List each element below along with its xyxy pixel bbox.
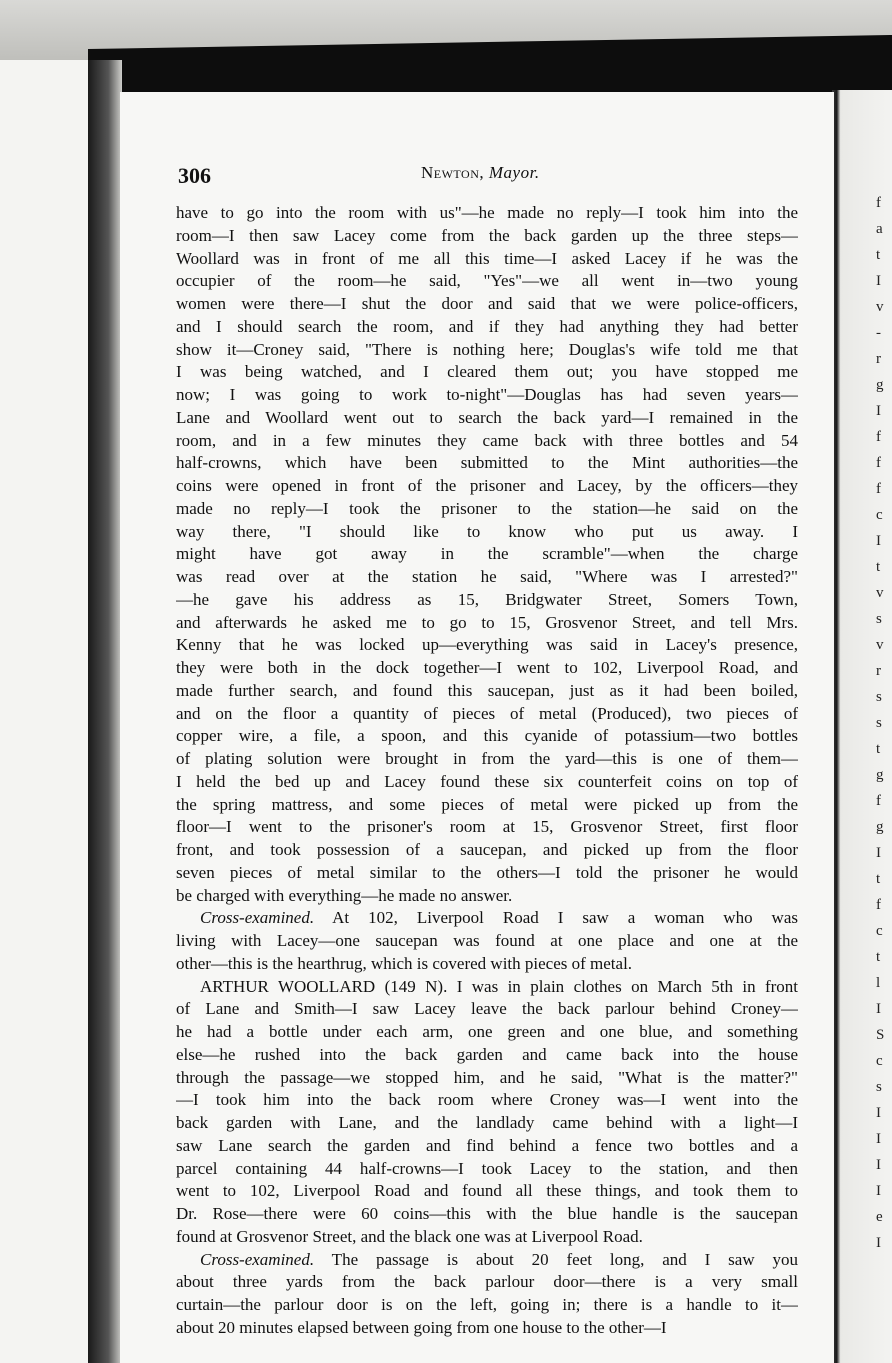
neighbor-letter: I bbox=[876, 1183, 881, 1199]
neighbor-letter: t bbox=[876, 247, 881, 263]
neighbor-letter: t bbox=[876, 871, 881, 887]
text-line: front, and took possession of a saucepan, and picked up from the floor bbox=[176, 840, 798, 859]
neighbor-letter: I bbox=[876, 273, 881, 289]
neighbor-letter: s bbox=[876, 715, 882, 731]
neighbor-letter: c bbox=[876, 1053, 883, 1069]
text-line: Cross-examined. At 102, Liverpool Road I saw a woman who was bbox=[200, 908, 798, 928]
neighbor-letter: g bbox=[876, 377, 884, 393]
running-head-name: Newton, bbox=[421, 163, 485, 182]
neighbor-letter: l bbox=[876, 975, 881, 991]
neighbor-letter: s bbox=[876, 611, 882, 627]
text-line: Lane and Woollard went out to search the back yard—I remained in the bbox=[176, 407, 798, 427]
text-line: and afterwards he asked me to go to 15, Grosvenor Street, and tell Mrs. bbox=[176, 612, 798, 632]
text-line: through the passage—we stopped him, and he said, "What is the matter?" bbox=[176, 1067, 798, 1087]
neighbor-letter: f bbox=[876, 481, 881, 497]
text-line: might have got away in the scramble"—when the charge bbox=[176, 544, 798, 564]
neighbor-page-fragments bbox=[870, 195, 892, 1295]
text-line: —I took him into the back room where Croney was—I went into the bbox=[176, 1090, 798, 1110]
neighbor-letter: I bbox=[876, 1105, 881, 1121]
text-line: I held the bed up and Lacey found these six counterfeit coins on top of bbox=[176, 771, 798, 791]
text-line: floor—I went to the prisoner's room at 15, Grosvenor Street, first floor bbox=[176, 817, 798, 837]
text-line: now; I was going to work to-night"—Douglas has had seven years— bbox=[176, 385, 798, 404]
text-line: about 20 minutes elapsed between going from one house to the other—I bbox=[176, 1317, 667, 1337]
text-line: Kenny that he was locked up—everything was said in Lacey's presence, bbox=[176, 635, 798, 655]
neighbor-letter: t bbox=[876, 741, 881, 757]
neighbor-letter: f bbox=[876, 455, 881, 471]
text-line: seven pieces of metal similar to the others—I told the prisoner he would bbox=[176, 862, 798, 882]
neighbor-letter: t bbox=[876, 559, 881, 575]
neighbor-letter: g bbox=[876, 767, 884, 783]
page-number: 306 bbox=[178, 163, 211, 188]
neighbor-letter: S bbox=[876, 1027, 885, 1043]
text-line: women were there—I shut the door and said that we were police-officers, bbox=[176, 294, 798, 313]
running-head bbox=[421, 163, 540, 183]
neighbor-letter: f bbox=[876, 195, 881, 211]
text-line: they were both in the dock together—I went to 102, Liverpool Road, and bbox=[176, 658, 798, 677]
neighbor-letter: g bbox=[876, 819, 884, 835]
neighbor-letter: r bbox=[876, 351, 881, 367]
page-header bbox=[178, 163, 818, 191]
neighbor-letter: c bbox=[876, 507, 883, 523]
neighbor-letter: s bbox=[876, 1079, 882, 1095]
neighbor-letter: I bbox=[876, 1001, 881, 1017]
neighbor-letter: I bbox=[876, 1157, 881, 1173]
text-line: other—this is the hearthrug, which is covered with pieces of metal. bbox=[176, 953, 633, 973]
neighbor-letter: I bbox=[876, 845, 881, 861]
text-line: back garden with Lane, and the landlady came behind with a light—I bbox=[176, 1113, 798, 1132]
neighbor-letter: e bbox=[876, 1209, 883, 1225]
text-line: way there, "I should like to know who put us away. I bbox=[176, 521, 798, 541]
neighbor-letter: - bbox=[876, 325, 881, 341]
text-line: living with Lacey—one saucepan was found at one place and one at the bbox=[176, 931, 798, 950]
gutter-shadow bbox=[88, 60, 122, 1363]
text-line: coins were opened in front of the prisoner and Lacey, by the officers—they bbox=[176, 476, 798, 495]
text-line: have to go into the room with us"—he made no reply—I took him into the bbox=[176, 203, 798, 222]
text-line: Dr. Rose—there were 60 coins—this with the blue handle is the saucepan bbox=[176, 1204, 798, 1223]
text-line: I was being watched, and I cleared them out; you have stopped me bbox=[176, 362, 798, 382]
text-line: —he gave his address as 15, Bridgwater Street, Somers Town, bbox=[176, 589, 798, 609]
text-line: room—I then saw Lacey come from the back garden up the three steps— bbox=[176, 225, 798, 245]
text-line: he had a bottle under each arm, one green and one blue, and something bbox=[176, 1022, 798, 1041]
text-line: parcel containing 44 half-crowns—I took Lacey to the station, and then bbox=[176, 1158, 798, 1178]
text-line: made no reply—I took the prisoner to the station—he said on the bbox=[176, 498, 798, 518]
neighbor-letter: f bbox=[876, 793, 881, 809]
neighbor-letter: I bbox=[876, 403, 881, 419]
text-line: about three yards from the back parlour door—there is a very small bbox=[176, 1272, 798, 1292]
running-head-title: Mayor. bbox=[488, 163, 540, 182]
neighbor-letter: a bbox=[876, 221, 883, 237]
neighbor-letter: I bbox=[876, 533, 881, 549]
text-line: ARTHUR WOOLLARD (149 N). I was in plain clothes on March 5th in front bbox=[200, 976, 798, 996]
text-line: made further search, and found this saucepan, just as it had been boiled, bbox=[176, 680, 798, 700]
neighbor-letter: v bbox=[876, 299, 884, 315]
text-line: went to 102, Liverpool Road and found all these things, and took them to bbox=[176, 1181, 798, 1201]
text-line: found at Grosvenor Street, and the black one was at Liverpool Road. bbox=[176, 1226, 643, 1246]
text-line: of plating solution were brought in from the yard—this is one of them— bbox=[176, 749, 798, 768]
neighbor-letter: I bbox=[876, 1131, 881, 1147]
neighbor-letter: v bbox=[876, 585, 884, 601]
text-line: of Lane and Smith—I saw Lacey leave the back parlour behind Croney— bbox=[176, 999, 798, 1019]
neighbor-letter: s bbox=[876, 689, 882, 705]
text-line: and on the floor a quantity of pieces of metal (Produced), two pieces of bbox=[176, 703, 798, 723]
text-line: occupier of the room—he said, "Yes"—we all went in—two young bbox=[176, 271, 798, 291]
body-text bbox=[176, 202, 798, 1340]
neighbor-letter: f bbox=[876, 429, 881, 445]
text-line: saw Lane search the garden and find behind a fence two bottles and a bbox=[176, 1135, 798, 1155]
text-line: half-crowns, which have been submitted to the Mint authorities—the bbox=[176, 453, 798, 473]
neighbor-letter: r bbox=[876, 663, 881, 679]
text-line: show it—Croney said, "There is nothing here; Douglas's wife told me that bbox=[176, 339, 798, 359]
text-line: was read over at the station he said, "Where was I arrested?" bbox=[176, 567, 798, 586]
text-line: else—he rushed into the back garden and came back into the house bbox=[176, 1044, 798, 1064]
text-line: Cross-examined. The passage is about 20 feet long, and I saw you bbox=[200, 1249, 798, 1269]
neighbor-letter: f bbox=[876, 897, 881, 913]
neighbor-letter: v bbox=[876, 637, 884, 653]
text-line: and I should search the room, and if they had anything they had better bbox=[176, 316, 798, 336]
neighbor-letter: c bbox=[876, 923, 883, 939]
text-line: curtain—the parlour door is on the left, going in; there is a handle to it— bbox=[176, 1295, 798, 1314]
neighbor-letter: t bbox=[876, 949, 881, 965]
text-line: the spring mattress, and some pieces of metal were picked up from the bbox=[176, 794, 798, 814]
text-line: Woollard was in front of me all this time—I asked Lacey if he was the bbox=[176, 248, 798, 268]
text-line: be charged with everything—he made no answer. bbox=[176, 885, 513, 905]
text-line: copper wire, a file, a spoon, and this cyanide of potassium—two bottles bbox=[176, 726, 798, 746]
text-line: room, and in a few minutes they came back with three bottles and 54 bbox=[176, 430, 798, 450]
neighbor-letter: I bbox=[876, 1235, 881, 1251]
